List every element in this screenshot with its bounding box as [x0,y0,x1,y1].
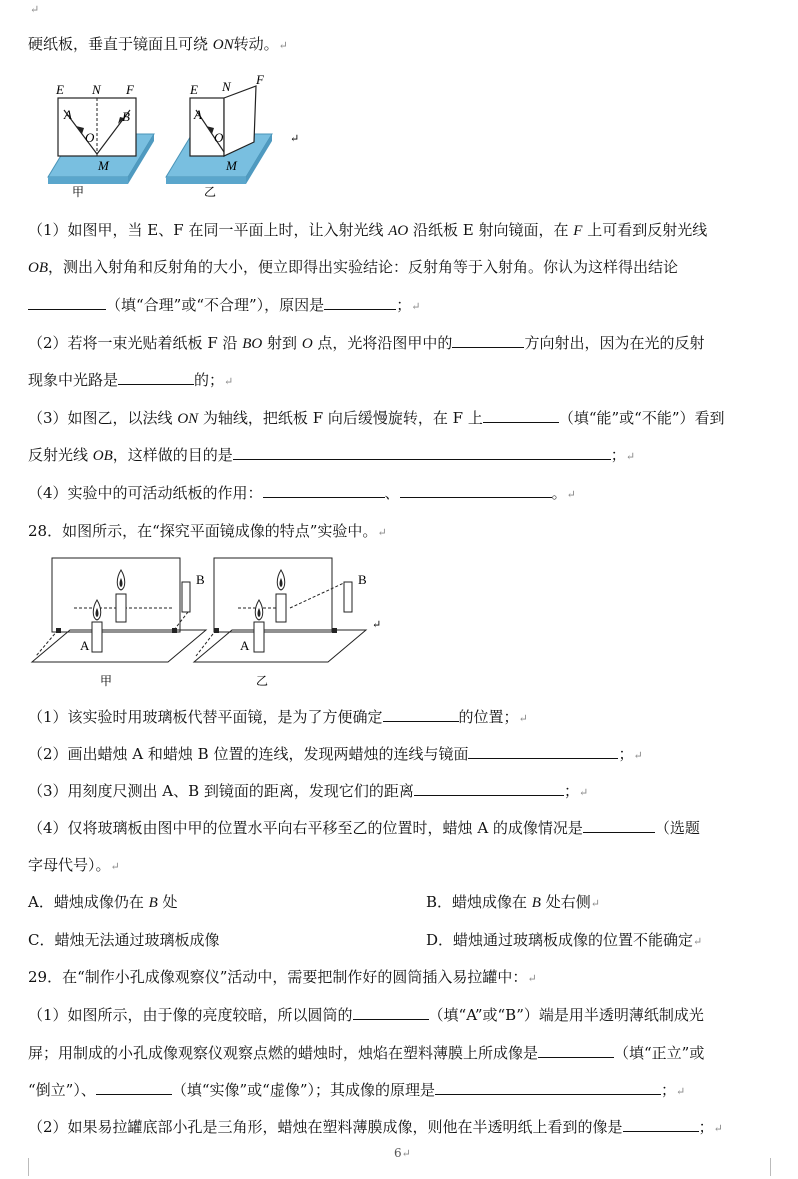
q27-3-line2: 反射光线 OB，这样做的目的是 ；↵ [28,446,636,464]
answer-blank[interactable] [414,781,564,796]
candle-figure [28,552,388,692]
page-edge-left [28,1158,29,1176]
label-e-right: E [190,82,198,97]
answer-blank[interactable] [118,370,194,385]
caption-jia: 甲 [100,674,113,688]
return-mark: ↵ [30,3,40,16]
label-f-left: F [126,82,134,97]
label-b-left: B [196,572,205,587]
label-a-left: A [64,107,72,122]
caption-jia: 甲 [72,185,85,199]
glass-right [214,558,332,632]
q29-title: 29．在“制作小孔成像观察仪”活动中，需要把制作好的圆筒插入易拉罐中：↵ [28,968,537,986]
answer-blank[interactable] [538,1043,614,1058]
q28-1-line: （1）该实验时用玻璃板代替平面镜，是为了方便确定 的位置；↵ [28,708,528,726]
label-b-left: B [122,109,130,124]
answer-blank[interactable] [400,483,552,498]
candle-a-right [254,600,264,652]
answer-blank[interactable] [96,1080,172,1095]
q29-1-line1: （1）如图所示，由于像的亮度较暗，所以圆筒的 （填“A”或“B”）端是用半透明薄纸制成光 [28,1006,704,1024]
label-m-right: M [226,158,237,173]
label-n-right: N [222,79,231,94]
svg-text:↵: ↵ [290,132,300,145]
svg-text:↵: ↵ [372,618,382,631]
q29-1-line3: “倒立”）、 （填“实像”或“虚像”）；其成像的原理是 ；↵ [28,1081,686,1099]
q27-2-line1: （2）若将一束光贴着纸板 F 沿 BO 射到 O 点，光将沿图甲中的 方向射出，因为在光的反射 [28,334,705,352]
answer-blank[interactable] [468,744,618,759]
label-m-left: M [98,158,109,173]
caption-yi: 乙 [204,185,217,199]
option-b[interactable]: B．蜡烛成像在 B 处右侧↵ [426,893,600,911]
intro-line: 硬纸板，垂直于镜面且可绕 ON转动。↵ [28,35,288,53]
q27-1-line2: OB，测出入射角和反射角的大小，便立即得出实验结论：反射角等于入射角。你认为这样得出结论 [28,258,679,276]
q27-1-line1: （1）如图甲，当 E、F 在同一平面上时，让入射光线 AO 沿纸板 E 射向镜面，在 F 上可看到反射光线 [28,221,708,239]
option-a[interactable]: A．蜡烛成像仍在 B 处 [28,893,178,911]
candle-image-left [116,570,126,622]
answer-blank[interactable] [28,295,106,310]
candle-b-left [182,582,190,612]
candle-image-right [276,570,286,622]
table-left [32,630,206,662]
q27-3-line1: （3）如图乙，以法线 ON 为轴线，把纸板 F 向后缓慢旋转，在 F 上 （填“能”或“不能”）看到 [28,409,725,427]
q27-2-line2: 现象中光路是 的；↵ [28,371,234,389]
label-a-right: A [240,638,250,653]
answer-blank[interactable] [383,707,459,722]
answer-blank[interactable] [263,483,385,498]
q29-2-line: （2）如果易拉罐底部小孔是三角形，蜡烛在塑料薄膜成像，则他在半透明纸上看到的像是 ；↵ [28,1118,723,1136]
answer-blank[interactable] [452,333,524,348]
label-a-right: A [194,107,202,122]
label-b-right: B [358,572,367,587]
q28-4-line2: 字母代号）。↵ [28,856,120,874]
q27-4-line: （4）实验中的可活动纸板的作用： 、 。↵ [28,484,576,502]
q29-1-line2: 屏；用制成的小孔成像观察仪观察点燃的蜡烛时，烛焰在塑料薄膜上所成像是 （填“正立”或 [28,1044,705,1062]
label-n-left: N [92,82,101,97]
page-edge-right [770,1158,771,1176]
q27-1-line3: （填“合理”或“不合理”），原因是 ；↵ [28,295,420,317]
answer-blank[interactable] [583,818,655,833]
answer-blank[interactable] [435,1080,661,1095]
q28-title: 28．如图所示，在“探究平面镜成像的特点”实验中。↵ [28,522,387,540]
candle-a-left [92,600,102,652]
q28-4-line1: （4）仅将玻璃板由图中甲的位置水平向右平移至乙的位置时，蜡烛 A 的成像情况是 （选题 [28,819,700,837]
label-f-right: F [256,74,264,87]
reflection-figure [28,74,308,202]
page-number: 6↵ [394,1146,411,1160]
answer-blank[interactable] [483,408,559,423]
answer-blank[interactable] [324,295,396,310]
answer-blank[interactable] [623,1117,699,1132]
table-right [194,630,366,662]
answer-blank[interactable] [233,445,611,460]
option-c[interactable]: C．蜡烛无法通过玻璃板成像 [28,931,220,949]
q28-2-line: （2）画出蜡烛 A 和蜡烛 B 位置的连线，发现两蜡烛的连线与镜面 ；↵ [28,745,643,763]
label-o-right: O [214,130,224,145]
label-e-left: E [56,82,64,97]
candle-b-right [344,582,352,612]
q28-3-line: （3）用刻度尺测出 A、B 到镜面的距离，发现它们的距离 ；↵ [28,782,589,800]
label-a-left: A [80,638,90,653]
option-d[interactable]: D．蜡烛通过玻璃板成像的位置不能确定↵ [426,931,703,949]
caption-yi: 乙 [256,674,269,688]
answer-blank[interactable] [353,1005,429,1020]
label-o-left: O [85,130,95,145]
